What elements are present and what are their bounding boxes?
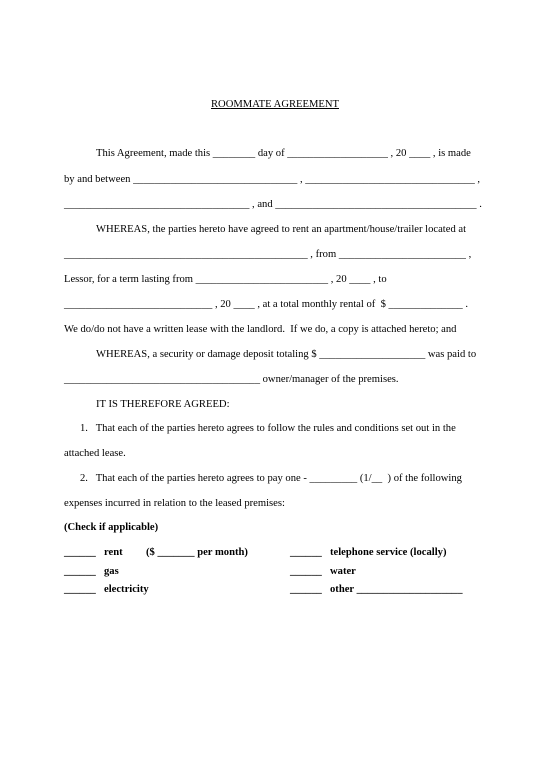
expense-other-blank: ______ (290, 584, 322, 595)
expense-gas-label: gas (104, 566, 119, 577)
whereas-rent-line-3: Lessor, for a term lasting from _________________________ , 20 ____ , to (64, 274, 387, 285)
expense-rent-blank: ______ (64, 547, 96, 558)
whereas-rent-line-2: ______________________________________________ , from ________________________ , (64, 249, 472, 260)
agreement-line-2: by and between _______________________________ , ________________________________ , (64, 174, 481, 185)
expense-water-blank: ______ (290, 566, 322, 577)
expense-telephone-blank: ______ (290, 547, 322, 558)
expense-gas-blank: ______ (64, 566, 96, 577)
clause-2-line-1: 2. That each of the parties hereto agrees to pay one - _________ (1/__ ) of the following (80, 473, 462, 484)
expense-telephone-label: telephone service (locally) (330, 547, 447, 558)
clause-1-line-1: 1. That each of the parties hereto agrees to follow the rules and conditions set out in the (80, 423, 456, 434)
expense-electricity-blank: ______ (64, 584, 96, 595)
agreement-line-3: ___________________________________ , and ______________________________________ . (64, 199, 482, 210)
whereas-deposit-line-1: WHEREAS, a security or damage deposit totaling $ ____________________ was paid to (96, 349, 477, 360)
whereas-rent-line-1: WHEREAS, the parties hereto have agreed to rent an apartment/house/trailer located at (96, 224, 467, 235)
expense-rent-label: rent (104, 547, 123, 558)
expense-electricity-label: electricity (104, 584, 149, 595)
document-title: ROOMMATE AGREEMENT (210, 99, 339, 110)
expense-water-label: water (330, 566, 356, 577)
clause-2-line-2: expenses incurred in relation to the leased premises: (64, 498, 285, 509)
clause-1-line-2: attached lease. (64, 448, 126, 459)
expense-other-label: other ____________________ (330, 584, 463, 595)
agreement-line-1: This Agreement, made this ________ day of ___________________ , 20 ____ , is made (96, 148, 471, 159)
whereas-deposit-line-2: _____________________________________ owner/manager of the premises. (64, 374, 399, 385)
expense-rent-amount: ($ _______ per month) (146, 547, 248, 558)
whereas-rent-line-4: ____________________________ , 20 ____ , at a total monthly rental of $ ______________ . (64, 299, 469, 310)
lease-statement-line: We do/do not have a written lease with the landlord. If we do, a copy is attached hereto; and (64, 324, 457, 335)
check-heading: (Check if applicable) (64, 522, 159, 533)
agreed-heading: IT IS THEREFORE AGREED: (96, 399, 230, 410)
